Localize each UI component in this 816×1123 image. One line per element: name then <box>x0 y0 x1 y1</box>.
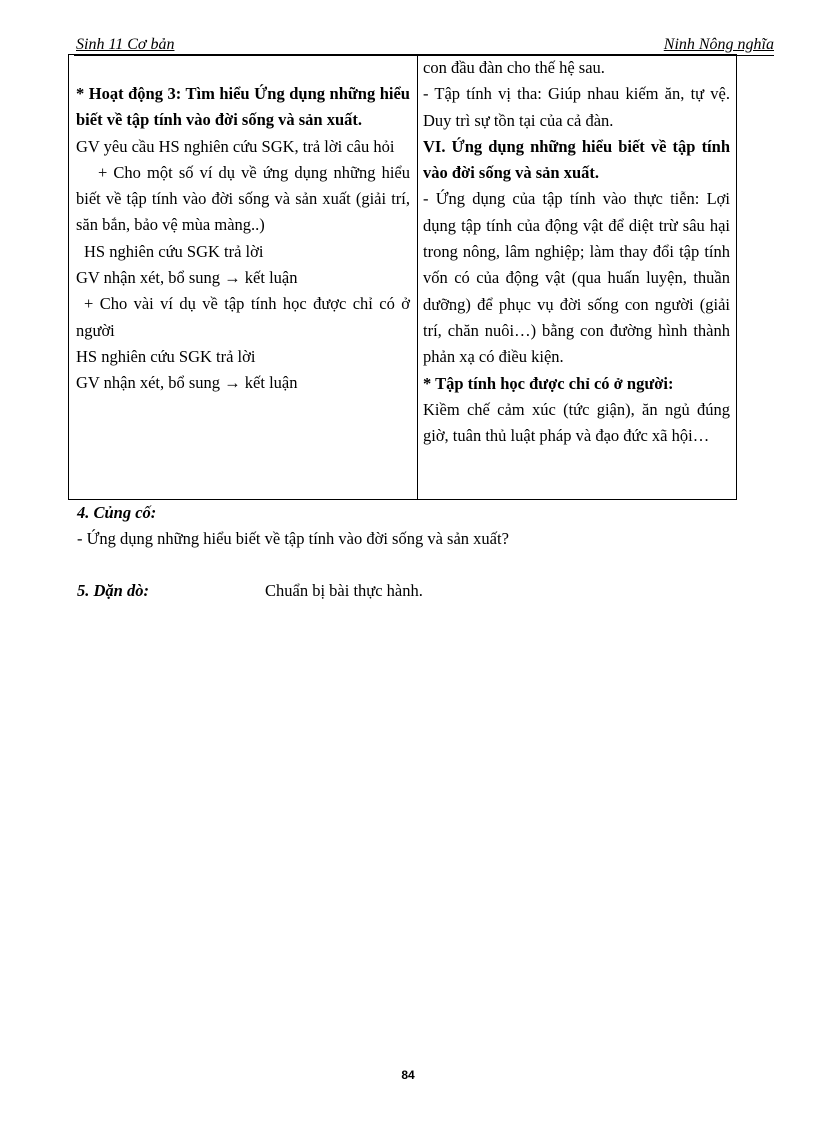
example-request-1: + Cho một số ví dụ về ứng dụng những hiểu biết về tập tính vào đời sống và sản xuất (giải trí, săn bắn, bảo vệ mùa màng..) <box>76 162 410 235</box>
example-request-2: + Cho vài ví dụ về tập tính học được chỉ có ở người <box>76 294 410 340</box>
page-number: 84 <box>401 1068 415 1082</box>
activity-title: * Hoạt động 3: Tìm hiểu Ứng dụng những hiểu biết về tập tính vào đời sống và sản xuất. <box>76 84 410 130</box>
section5-text: Chuẩn bị bài thực hành. <box>265 581 423 600</box>
lesson-table <box>68 54 737 500</box>
student-answer-1: HS nghiên cứu SGK trả lời <box>84 241 264 261</box>
human-learned-behavior-heading: * Tập tính học được chỉ có ở người: <box>423 373 674 393</box>
section4-question: - Ứng dụng những hiểu biết về tập tính vào đời sống và sản xuất? <box>77 529 509 548</box>
content-line-1: con đầu đàn cho thế hệ sau. <box>423 58 605 77</box>
section5-title: 5. Dặn dò: <box>77 581 149 600</box>
practical-application: - Ứng dụng của tập tính vào thực tiễn: Lợi dụng tập tính của động vật để diệt trừ sâu hại trong nông, lâm nghiệp; làm thay đổi tập tính vốn có của động vật (qua huấn luyện, thuần dưỡng) để phục vụ đời sống con người (giải trí, chăn nuôi…) bằng con đường hình thành phản xạ có điều kiện. <box>423 189 730 367</box>
header-author: Ninh Nông nghĩa <box>663 36 774 53</box>
teacher-student-activity-column <box>76 55 410 397</box>
header-subject: Sinh 11 Cơ bản <box>76 36 175 53</box>
teacher-conclusion-1: GV nhận xét, bổ sung → kết luận <box>76 268 298 288</box>
altruism-behavior: - Tập tính vị tha: Giúp nhau kiếm ăn, tự vệ. Duy trì sự tồn tại của cả đàn. <box>423 84 730 130</box>
human-learned-behavior: Kiềm chế cảm xúc (tức giận), ăn ngủ đúng giờ, tuân thủ luật pháp và đạo đức xã hội… <box>423 399 730 446</box>
page-header <box>74 33 774 56</box>
student-answer-2: HS nghiên cứu SGK trả lời <box>76 346 256 366</box>
teacher-request: GV yêu cầu HS nghiên cứu SGK, trả lời câu hỏi <box>76 136 395 156</box>
teacher-conclusion-2: GV nhận xét, bổ sung → kết luận <box>76 373 298 393</box>
section4-title: 4. Củng cố: <box>77 503 157 522</box>
column-divider <box>417 55 418 499</box>
content-column <box>423 55 730 449</box>
section-vi-heading: VI. Ứng dụng những hiểu biết về tập tính vào đời sống và sản xuất. <box>423 136 730 183</box>
